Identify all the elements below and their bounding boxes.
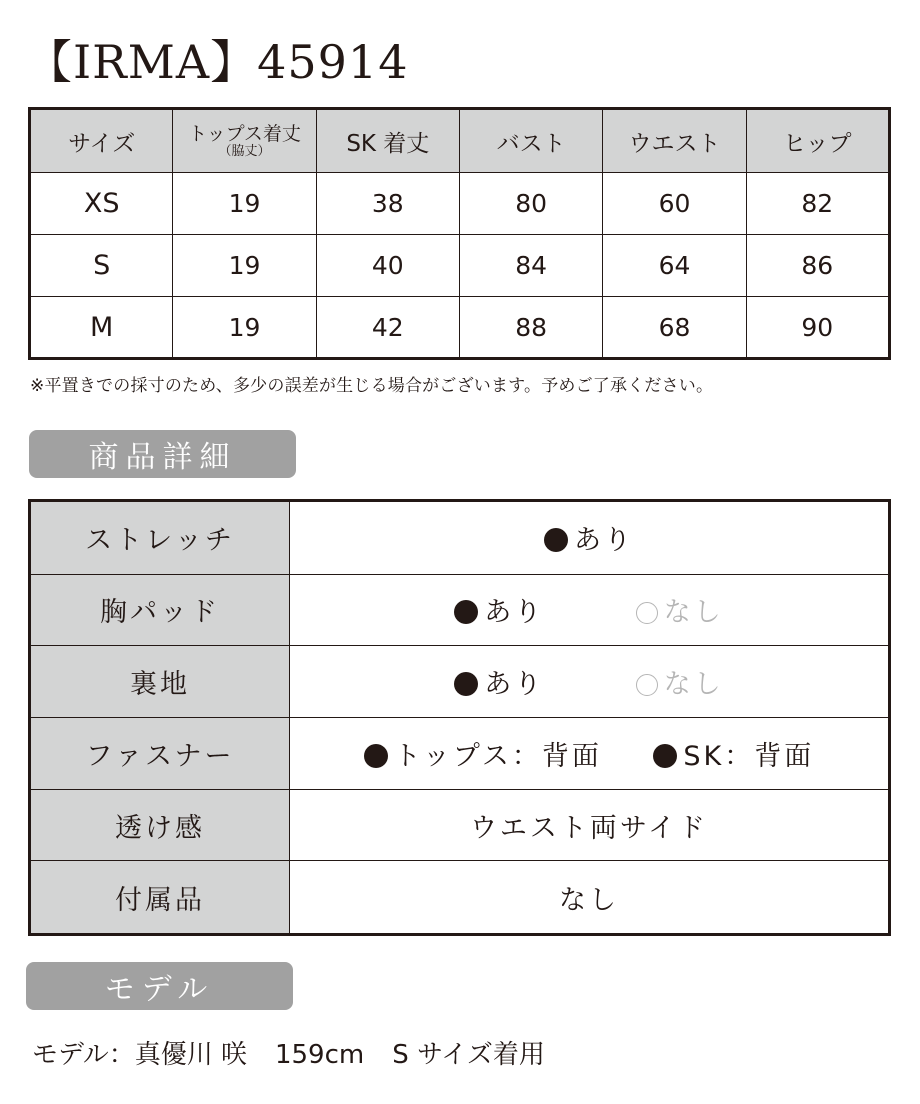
tops-cell: 19 (173, 297, 316, 359)
detail-row-sheer (30, 789, 890, 861)
tops-cell: 19 (173, 235, 316, 297)
skirt-cell: 38 (316, 173, 459, 235)
page-title: 【IRMA】45914 (26, 35, 409, 89)
lining-yes-text: あり (484, 669, 545, 701)
pad-label: 胸パッド (30, 574, 290, 646)
bust-cell: 84 (459, 235, 602, 297)
waist-cell: 68 (603, 297, 746, 359)
lining-value (290, 646, 890, 718)
empty-circle-icon (636, 674, 658, 696)
header-tops-length (173, 109, 316, 173)
header-size: サイズ (30, 109, 173, 173)
filled-circle-icon (454, 672, 478, 696)
header-tops-length-sub: （脇丈） (218, 144, 271, 159)
filled-circle-icon (544, 528, 568, 552)
bust-cell: 88 (459, 297, 602, 359)
accessory-value: なし (290, 861, 890, 935)
zipper-tops-text: トップス：背面 (393, 740, 602, 772)
filled-circle-icon (653, 744, 677, 768)
waist-cell: 64 (603, 235, 746, 297)
detail-row-zipper (30, 717, 890, 789)
measurement-note: ※平置きでの採寸のため、多少の誤差が生じる場合がございます。予めご了承ください。 (30, 376, 714, 396)
lining-option-no (636, 662, 724, 701)
waist-cell: 60 (603, 173, 746, 235)
sheer-label: 透け感 (30, 789, 290, 861)
zipper-value (290, 717, 890, 789)
model-info (32, 1034, 573, 1071)
header-hip: ヒップ (746, 109, 889, 173)
hip-cell: 86 (746, 235, 889, 297)
filled-circle-icon (364, 744, 388, 768)
header-waist: ウエスト (603, 109, 746, 173)
size-cell: XS (30, 173, 173, 235)
details-heading: 商品詳細 (29, 430, 296, 478)
header-tops-length-label: トップス着丈 (188, 123, 301, 145)
zipper-label: ファスナー (30, 717, 290, 789)
hip-cell: 82 (746, 173, 889, 235)
pad-option-no (636, 590, 724, 629)
zipper-skirt-text: SK：背面 (683, 740, 815, 772)
stretch-value-text: あり (574, 525, 634, 557)
model-height: 159cm (274, 1040, 365, 1070)
detail-row-pad (30, 574, 890, 646)
lining-option-yes (454, 662, 544, 701)
detail-row-accessory (30, 861, 890, 935)
size-cell: S (30, 235, 173, 297)
details-table (28, 499, 891, 936)
pad-yes-text: あり (484, 597, 545, 629)
lining-label: 裏地 (30, 646, 290, 718)
table-row (30, 297, 890, 359)
tops-cell: 19 (173, 173, 316, 235)
skirt-cell: 42 (316, 297, 459, 359)
model-heading: モデル (26, 962, 293, 1010)
header-skirt-length: SK 着丈 (316, 109, 459, 173)
pad-no-text: なし (663, 597, 724, 629)
model-name: モデル：真優川 咲 (32, 1040, 247, 1070)
header-bust: バスト (459, 109, 602, 173)
sheer-value: ウエスト両サイド (290, 789, 890, 861)
model-size: S サイズ着用 (392, 1040, 545, 1070)
lining-no-text: なし (663, 669, 724, 701)
stretch-value (290, 501, 890, 575)
zipper-tops (364, 734, 602, 773)
pad-value (290, 574, 890, 646)
bust-cell: 80 (459, 173, 602, 235)
accessory-label: 付属品 (30, 861, 290, 935)
size-table (28, 107, 891, 360)
zipper-skirt (653, 734, 814, 773)
empty-circle-icon (636, 602, 658, 624)
pad-option-yes (454, 590, 544, 629)
size-table-header (30, 109, 890, 173)
table-row (30, 235, 890, 297)
hip-cell: 90 (746, 297, 889, 359)
detail-row-stretch (30, 501, 890, 575)
filled-circle-icon (454, 600, 478, 624)
table-row (30, 173, 890, 235)
skirt-cell: 40 (316, 235, 459, 297)
size-cell: M (30, 297, 173, 359)
stretch-label: ストレッチ (30, 501, 290, 575)
detail-row-lining (30, 646, 890, 718)
